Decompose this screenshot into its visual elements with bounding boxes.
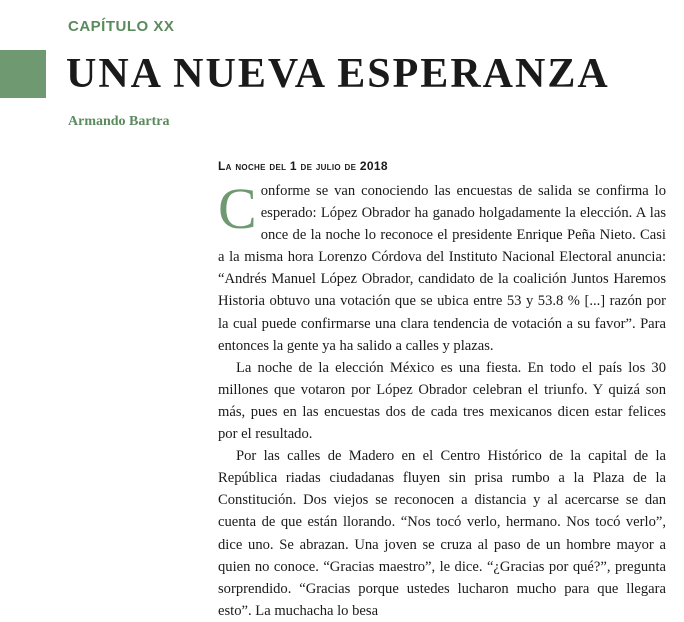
section-heading: La noche del 1 de julio de 2018 xyxy=(218,159,388,173)
drop-cap: C xyxy=(218,176,257,241)
chapter-label: CAPÍTULO XX xyxy=(68,18,175,35)
chapter-color-block xyxy=(0,50,46,98)
paragraph-1-text: onforme se van conociendo las encuestas de salida se confirma lo esperado: López Obrador ha ganado holgadamente la elección. A las once de la noche lo reconoce el presidente Enrique Peña Nieto. Casi a la misma hora Lorenzo Córdova del Instituto Nacional Electoral anuncia: “Andrés Manuel López Obrador, candidato de la coalición Juntos Haremos Historia obtuvo una votación que se ubica entre 53 y 53.8 % [...] razón por la cual puede confirmarse una clara tendencia de votación a su favor”. Para entonces la gente ya ha salido a calles y plazas. xyxy=(218,183,666,354)
chapter-title: UNA NUEVA ESPERANZA xyxy=(66,51,610,97)
paragraph-1 xyxy=(218,176,666,357)
paragraph-3: Por las calles de Madero en el Centro Histórico de la capital de la República riadas ciudadanas fluyen sin prisa rumbo a la Plaza de la Constitución. Dos viejos se reconocen a distancia y al acercarse se dan cuenta de que están llorando. “Nos tocó verlo, hermano. Nos tocó verlo”, dice uno. Se abrazan. Una joven se cruza al paso de un hombre mayor a quien no conoce. “Gracias maestro”, le dice. “¿Gracias por qué?”, pregunta sorprendido. “Gracias porque ustedes lucharon mucho para que llegara esto”. La muchacha lo besa xyxy=(218,448,666,619)
author-name: Armando Bartra xyxy=(68,114,170,129)
body-text xyxy=(218,176,666,622)
paragraph-2: La noche de la elección México es una fiesta. En todo el país los 30 millones que votaron por López Obrador celebran el triunfo. Y quizá son más, pues en las encuestas dos de cada tres mexicanos dicen estar felices por el resultado. xyxy=(218,359,666,443)
